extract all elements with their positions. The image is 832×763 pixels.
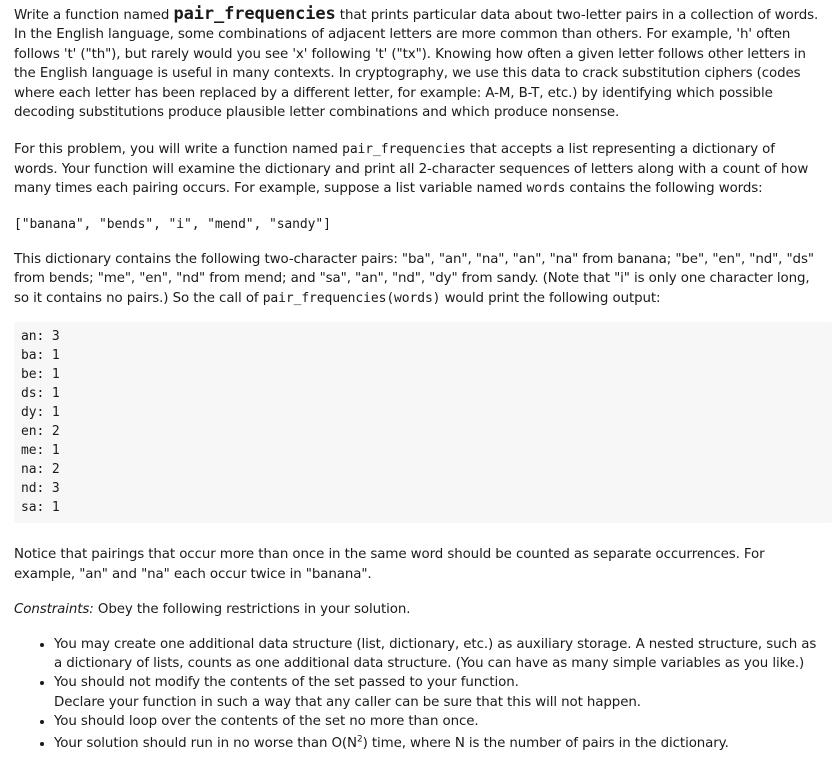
pairs-text-2: would print the following output:	[440, 290, 661, 306]
function-name-heading: pair_frequencies	[173, 4, 336, 24]
problem-text-3: contains the following words:	[565, 181, 763, 197]
output-line: me: 1	[21, 443, 60, 459]
output-line: na: 2	[21, 462, 60, 478]
complexity-exponent: 2	[356, 734, 363, 745]
constraints-label: Constraints:	[14, 602, 94, 618]
complexity-text-1: Your solution should run in no worse than O(N	[54, 735, 357, 751]
constraints-heading	[14, 600, 822, 619]
constraint-item	[54, 734, 822, 753]
function-name-code: pair_frequencies	[342, 142, 466, 158]
problem-text-2: that accepts a list representing a dictionary of words. Your function will examine the dictionary and print all 2-character sequences of letters along with a count of how many times each pairing occurs. For example, suppose a list variable named	[14, 142, 809, 197]
output-line: sa: 1	[21, 500, 60, 516]
problem-text-1: For this problem, you will write a function named	[14, 142, 343, 158]
output-line: an: 3	[21, 329, 60, 345]
constraint-item: • You should loop over the contents of the set no more than once.	[54, 712, 822, 731]
pairs-explanation-paragraph	[14, 250, 822, 308]
output-line: be: 1	[21, 367, 60, 383]
pairs-text-1: This dictionary contains the following two-character pairs: "ba", "an", "na", "an", "na" from banana; "be", "en", "nd", "ds" from bends; "me", "en", "nd" from mend; and "sa", "an", "nd", "dy" from sandy. (Note that "i" is only one character long, so it contains no pairs.) So the call of	[14, 252, 814, 306]
notice-paragraph: Notice that pairings that occur more than once in the same word should be counted as separate occurrences. For example, "an" and "na" each occur twice in "banana".	[14, 547, 765, 582]
intro-paragraph	[14, 5, 822, 122]
intro-text-2: that prints particular data about two-letter pairs in a collection of words. In the English language, some combinations of adjacent letters are more common than others. For example, 'h' often follows 't' ("th"), but rarely would you see 'x' following 't' ("tx"). Knowing how often a given letter follows other letters in the English language is useful in many contexts. In cryptography, we use this data to crack substitution ciphers (codes where each letter has been replaced by a different letter, for example: A-M, B-T, etc.) by identifying which possible decoding substitutions produce plausible letter combinations and which produce nonsense.	[14, 8, 819, 121]
constraints-text: Obey the following restrictions in your solution.	[93, 602, 411, 618]
function-call-code: pair_frequencies(words)	[262, 290, 441, 306]
complexity-text-2: ) time, where N is the number of pairs in the dictionary.	[362, 735, 729, 751]
output-line: nd: 3	[21, 481, 60, 497]
constraint-item-line-1: You should not modify the contents of the set passed to your function.	[54, 675, 519, 691]
variable-name-code: words	[526, 181, 566, 197]
constraints-list	[14, 635, 822, 753]
output-line: dy: 1	[21, 405, 60, 421]
output-line: ds: 1	[21, 386, 60, 402]
problem-paragraph	[14, 140, 822, 198]
output-line: ba: 1	[21, 348, 60, 364]
constraint-item-line-2: Declare your function in such a way that any caller can be sure that this will not happen.	[54, 694, 641, 710]
intro-text-1: Write a function named	[14, 8, 174, 23]
constraint-item	[54, 673, 822, 712]
example-list-code: ["banana", "bends", "i", "mend", "sandy"]	[14, 216, 331, 232]
expected-output-block	[14, 322, 832, 523]
constraint-item: • You may create one additional data structure (list, dictionary, etc.) as auxiliary storage. A nested structure, such as a dictionary of lists, counts as one additional data structure. (You can have as many simple variables as you like.)	[54, 635, 822, 674]
output-line: en: 2	[21, 424, 60, 440]
